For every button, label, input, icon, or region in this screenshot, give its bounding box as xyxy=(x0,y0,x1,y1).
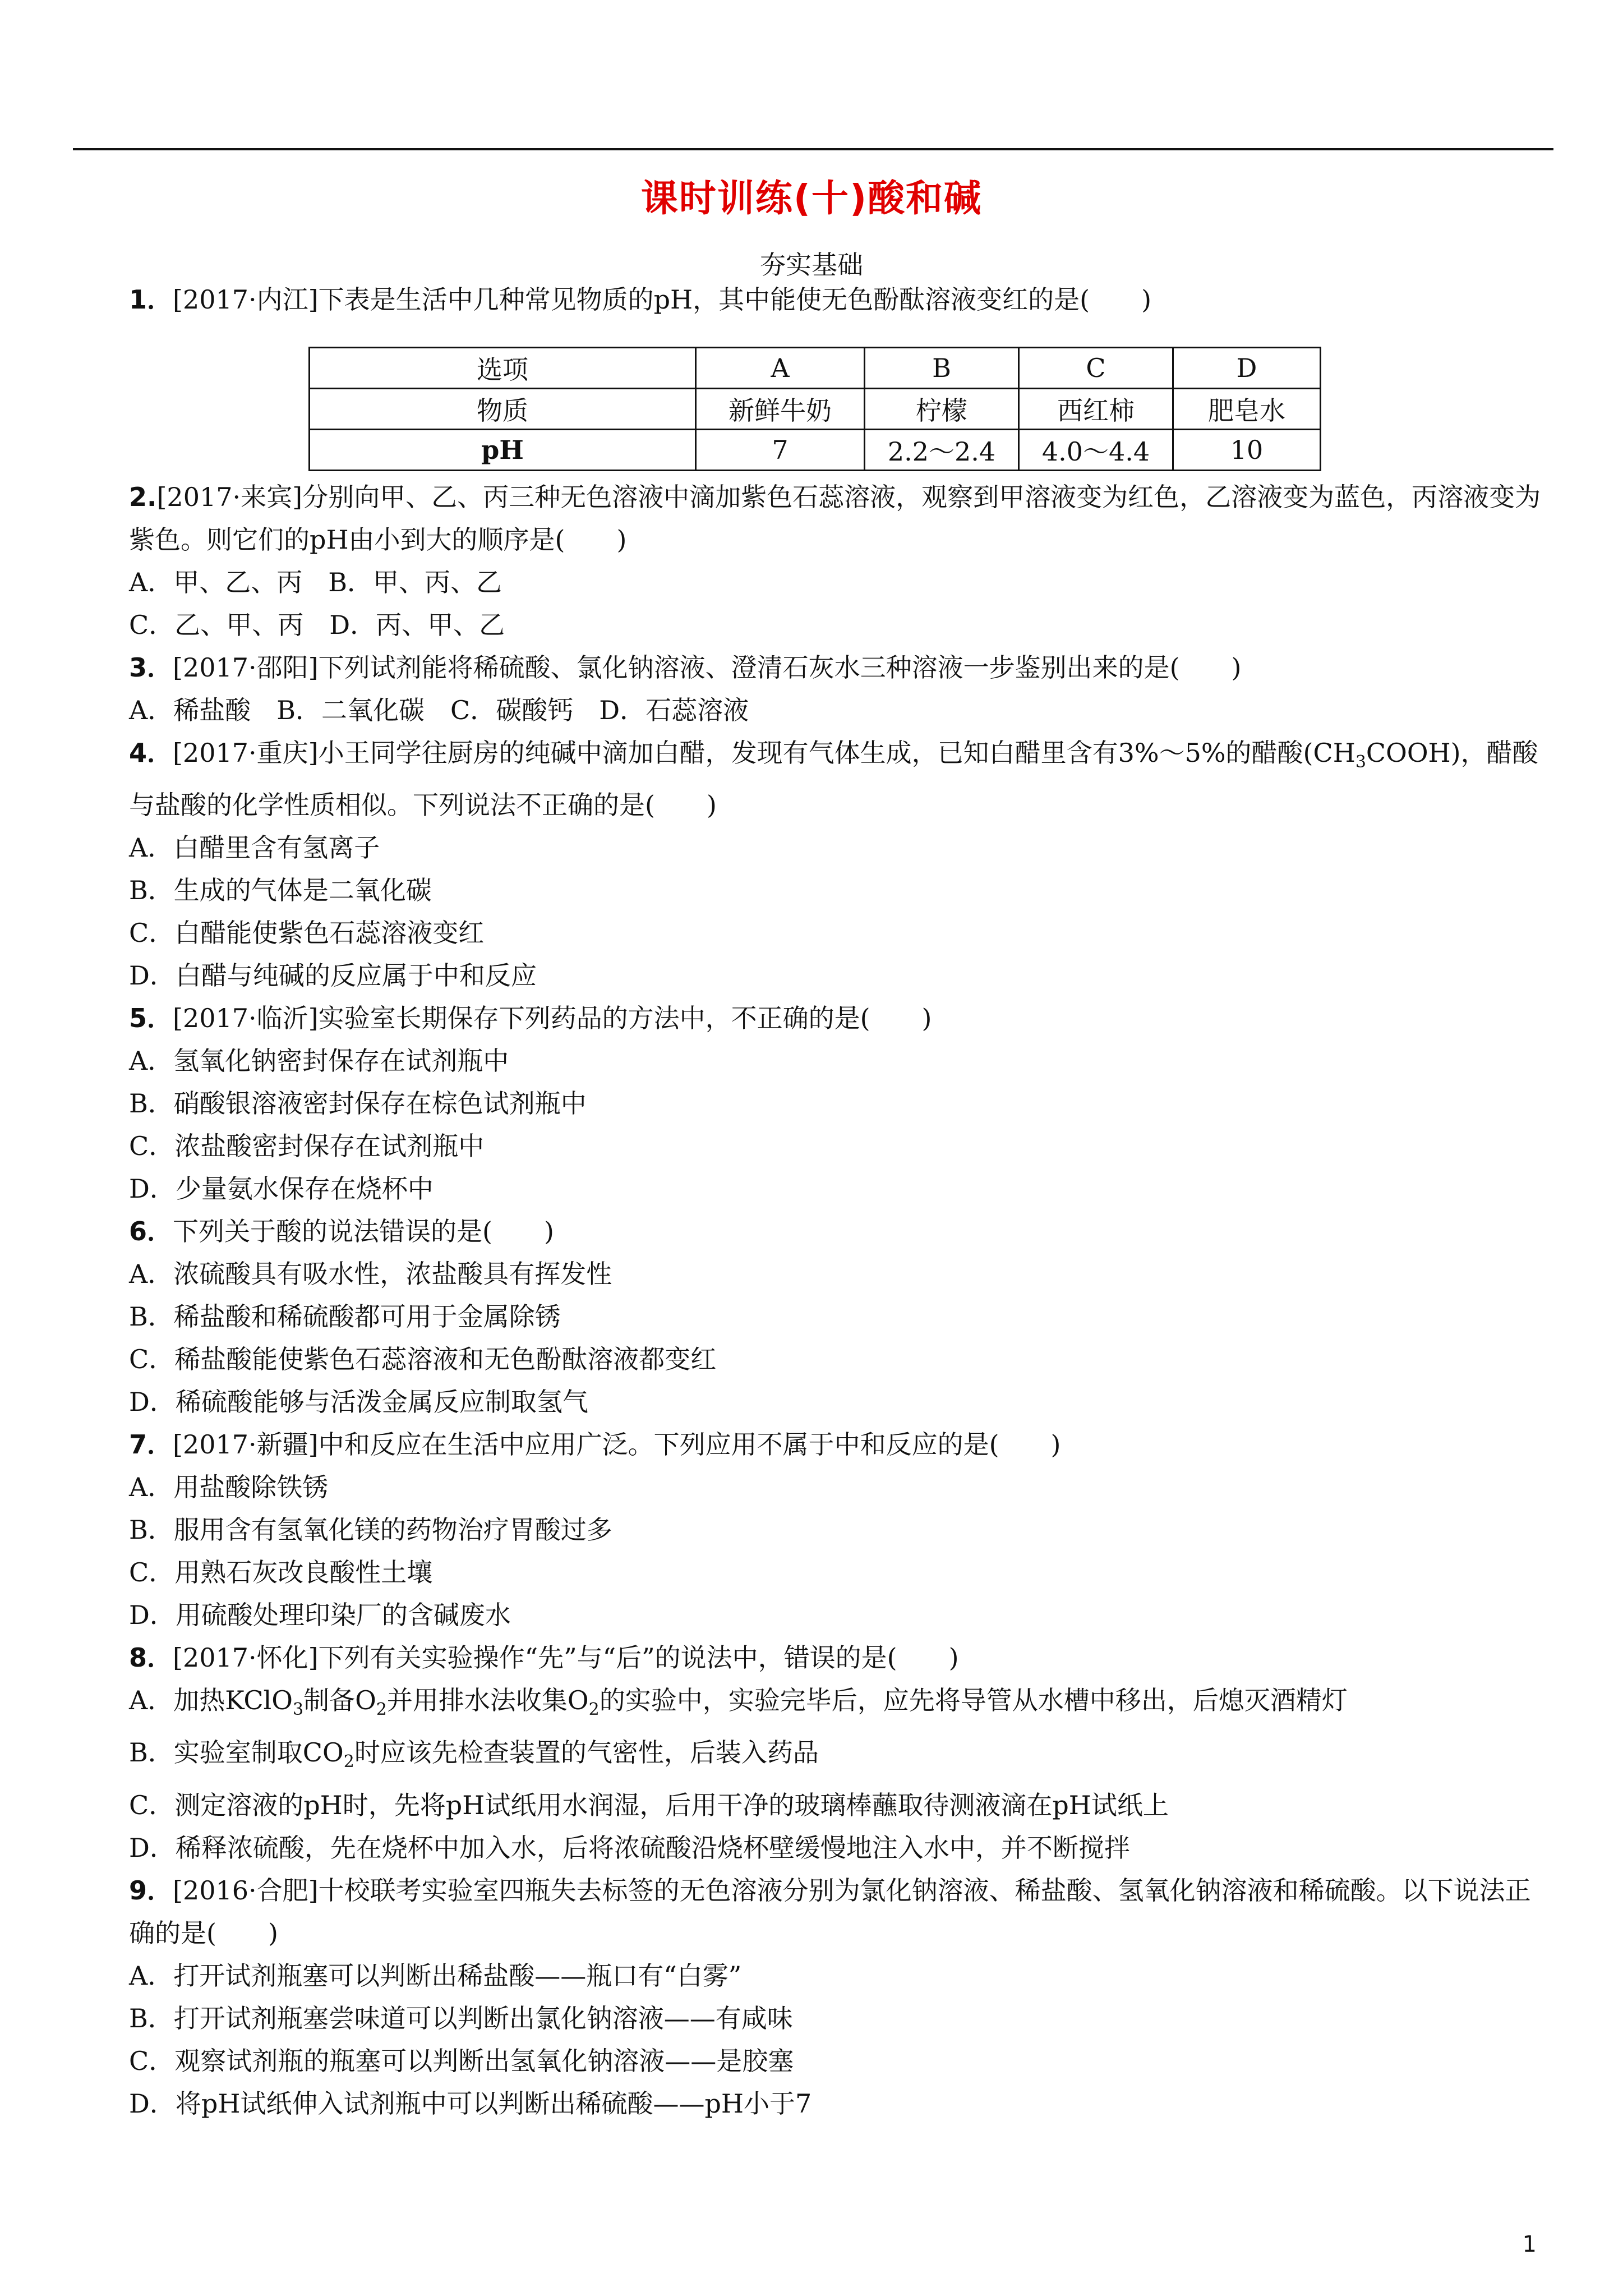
question-text: [2016·合肥]十校联考实验室四瓶失去标签的无色溶液分别为氯化钠溶液、稀盐酸、氢氧化钠溶液和稀硫酸。以下说法正确的是( ) xyxy=(129,1875,1531,1948)
table-cell: A xyxy=(696,348,865,389)
option-d: D．将pH试纸伸入试剂瓶中可以判断出稀硫酸——pH小于7 xyxy=(129,2088,812,2119)
table-row xyxy=(310,389,1321,430)
subscript: 2 xyxy=(343,1752,354,1772)
question-number: 6． xyxy=(129,1216,173,1247)
question-text: [2017·邵阳]下列试剂能将稀硫酸、氯化钠溶液、澄清石灰水三种溶液一步鉴别出来的是( ) xyxy=(173,652,1242,683)
question-text: 下列关于酸的说法错误的是( ) xyxy=(173,1216,554,1247)
table-row xyxy=(310,348,1321,389)
table-cell: 柠檬 xyxy=(865,389,1019,430)
question-text: [2017·来宾]分别向甲、乙、丙三种无色溶液中滴加紫色石蕊溶液，观察到甲溶液变为红色，乙溶液变为蓝色，丙溶液变为紫色。则它们的pH由小到大的顺序是( ) xyxy=(129,482,1541,555)
subscript: 3 xyxy=(1355,752,1366,772)
option-text: B．实验室制取CO xyxy=(129,1737,344,1768)
question-4 xyxy=(84,731,1542,826)
option-text: A．加热KClO xyxy=(129,1685,293,1716)
option-line: C．乙、甲、丙 D．丙、甲、乙 xyxy=(129,610,505,640)
question-8 xyxy=(84,1636,1542,1679)
table-cell: 2.2～2.4 xyxy=(865,430,1019,471)
question-list xyxy=(84,278,1542,2125)
table-cell: pH xyxy=(310,430,696,471)
table-cell: D xyxy=(1173,348,1321,389)
option-a: A．打开试剂瓶塞可以判断出稀盐酸——瓶口有“白雾” xyxy=(129,1960,742,1991)
table-cell: 肥皂水 xyxy=(1173,389,1321,430)
option-text: 的实验中，实验完毕后，应先将导管从水槽中移出，后熄灭酒精灯 xyxy=(599,1685,1348,1716)
table-cell: 新鲜牛奶 xyxy=(696,389,865,430)
table-cell: 7 xyxy=(696,430,865,471)
option-a: A．用盐酸除铁锈 xyxy=(129,1472,329,1503)
question-text: [2017·临沂]实验室长期保存下列药品的方法中，不正确的是( ) xyxy=(173,1003,932,1034)
question-number: 4． xyxy=(129,738,173,768)
option-a: A．氢氧化钠密封保存在试剂瓶中 xyxy=(129,1046,509,1076)
option-d: D．白醋与纯碱的反应属于中和反应 xyxy=(129,960,537,991)
question-number: 3． xyxy=(129,652,173,683)
question-text: [2017·怀化]下列有关实验操作“先”与“后”的说法中，错误的是( ) xyxy=(173,1642,959,1673)
option-b xyxy=(84,1731,1542,1783)
option-c: C．白醋能使紫色石蕊溶液变红 xyxy=(129,918,485,949)
table-cell: 4.0～4.4 xyxy=(1019,430,1173,471)
option-b: B．生成的气体是二氧化碳 xyxy=(129,875,432,906)
option-c: C．观察试剂瓶的瓶塞可以判断出氢氧化钠溶液——是胶塞 xyxy=(129,2045,794,2076)
table-cell: B xyxy=(865,348,1019,389)
question-6 xyxy=(84,1210,1542,1253)
question-number: 9． xyxy=(129,1875,173,1906)
question-text: [2017·重庆]小王同学往厨房的纯碱中滴加白醋，发现有气体生成，已知白醋里含有3%～5%的醋酸(CH xyxy=(173,738,1355,768)
page-title: 课时训练(十)酸和碱 xyxy=(640,177,983,220)
option-d: D．稀释浓硫酸，先在烧杯中加入水，后将浓硫酸沿烧杯壁缓慢地注入水中，并不断搅拌 xyxy=(129,1832,1130,1863)
table-cell: 选项 xyxy=(310,348,696,389)
option-a xyxy=(84,1679,1542,1731)
subscript: 2 xyxy=(376,1700,387,1720)
option-b: B．稀盐酸和稀硫酸都可用于金属除锈 xyxy=(129,1301,561,1332)
question-9 xyxy=(84,1869,1542,1954)
question-1 xyxy=(84,278,1542,321)
table-row xyxy=(310,430,1321,471)
question-number: 1． xyxy=(129,284,173,315)
option-c: C．稀盐酸能使紫色石蕊溶液和无色酚酞溶液都变红 xyxy=(129,1344,717,1375)
option-d: D．稀硫酸能够与活泼金属反应制取氢气 xyxy=(129,1387,588,1418)
question-5 xyxy=(84,997,1542,1039)
option-line: A．稀盐酸 B．二氧化碳 C．碳酸钙 D．石蕊溶液 xyxy=(129,695,749,725)
option-d: D．少量氨水保存在烧杯中 xyxy=(129,1174,434,1204)
question-text: [2017·新疆]中和反应在生活中应用广泛。下列应用不属于中和反应的是( ) xyxy=(173,1429,1061,1460)
option-c: C．测定溶液的pH时，先将pH试纸用水润湿，后用干净的玻璃棒蘸取待测液滴在pH试纸上 xyxy=(129,1789,1169,1820)
table-cell: 西红柿 xyxy=(1019,389,1173,430)
option-a: A．浓硫酸具有吸水性，浓盐酸具有挥发性 xyxy=(129,1259,612,1290)
option-text: 制备O xyxy=(303,1685,376,1716)
section-heading: 夯实基础 xyxy=(760,250,863,280)
option-c: C．用熟石灰改良酸性土壤 xyxy=(129,1557,433,1588)
ph-table xyxy=(308,347,1321,471)
table-cell: 10 xyxy=(1173,430,1321,471)
table-cell: C xyxy=(1019,348,1173,389)
option-a: A．白醋里含有氢离子 xyxy=(129,832,380,863)
question-2 xyxy=(84,476,1542,561)
question-number: 8． xyxy=(129,1642,173,1673)
question-7 xyxy=(84,1423,1542,1466)
option-b: B．打开试剂瓶塞尝味道可以判断出氯化钠溶液——有咸味 xyxy=(129,2003,793,2033)
option-text: 并用排水法收集O xyxy=(386,1685,589,1716)
option-b: B．服用含有氢氧化镁的药物治疗胃酸过多 xyxy=(129,1515,612,1545)
question-number: 2. xyxy=(129,482,157,512)
ph-table-wrap xyxy=(308,347,1542,471)
question-text: COOH)，醋酸与盐酸的化学性质相似。下列说法不正确的是( ) xyxy=(129,738,1538,821)
option-c: C．浓盐酸密封保存在试剂瓶中 xyxy=(129,1131,485,1162)
question-3 xyxy=(84,646,1542,689)
subscript: 2 xyxy=(588,1700,600,1720)
table-cell: 物质 xyxy=(310,389,696,430)
question-text: [2017·内江]下表是生活中几种常见物质的pH，其中能使无色酚酞溶液变红的是( ) xyxy=(173,284,1152,315)
header-rule xyxy=(73,148,1553,150)
option-d: D．用硫酸处理印染厂的含碱废水 xyxy=(129,1600,511,1631)
page-number: 1 xyxy=(1522,2231,1537,2257)
option-line: A．甲、乙、丙 B．甲、丙、乙 xyxy=(129,567,502,597)
subscript: 3 xyxy=(292,1700,304,1720)
option-text: 时应该先检查装置的气密性，后装入药品 xyxy=(354,1737,819,1768)
option-b: B．硝酸银溶液密封保存在棕色试剂瓶中 xyxy=(129,1088,587,1119)
question-number: 7． xyxy=(129,1429,173,1460)
question-number: 5． xyxy=(129,1003,173,1034)
